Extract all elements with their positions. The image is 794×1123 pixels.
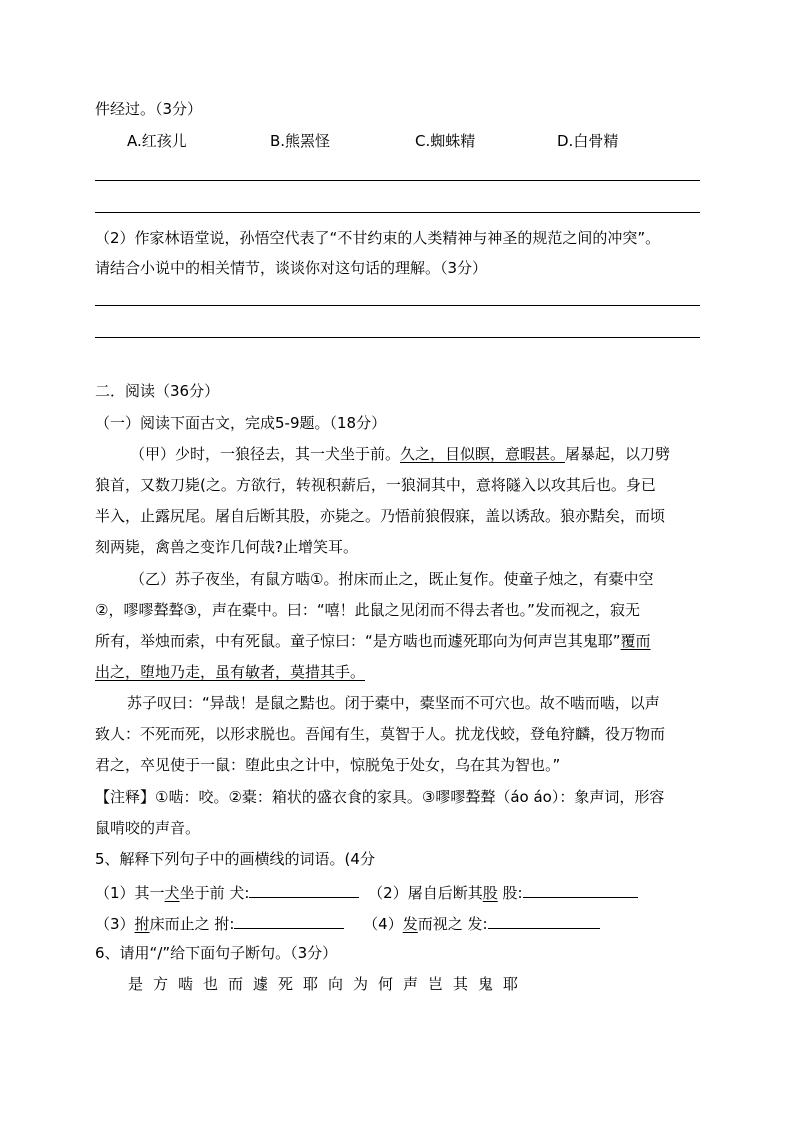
underlined-phrase: 久之，目似瞑，意暇甚。: [400, 445, 566, 463]
answer-line[interactable]: [95, 212, 700, 213]
passage-jia-line-4: 刻两毙，禽兽之变诈几何哉?止增笑耳。: [95, 538, 358, 556]
question-2-line-2: 请结合小说中的相关情节，谈谈你对这句话的理解。（3分）: [95, 259, 488, 277]
underlined-word: 拊: [134, 915, 150, 933]
passage-jia-line-2: 狼首，又数刀毙(之。方欲行，转视积薪后，一狼洞其中，意将隧入以攻其后也。身已: [95, 476, 656, 494]
question-5-row-1: （1）其一犬坐于前 犬: （2）屠自后断其股 股:: [95, 881, 700, 903]
option-a: A.红孩儿: [127, 132, 187, 150]
underlined-word: 犬: [164, 884, 180, 902]
option-d: D.白骨精: [557, 132, 619, 150]
passage-yi-line-4: [95, 662, 700, 682]
question-5-title: 5、解释下列句子中的画横线的词语。(4分: [95, 850, 375, 868]
notes-line-2: 鼠啃咬的声音。: [95, 819, 201, 837]
passage-jia-line-1: （甲）少时，一狼径去，其一犬坐于前。久之，目似瞑，意暇甚。屠暴起，以刀劈: [130, 445, 671, 463]
question-5-row-2: （3）拊床而止之 拊: （4）发而视之 发:: [95, 912, 700, 934]
question-2-line-1: （2）作家林语堂说，孙悟空代表了“不甘约束的人类精神与神圣的规范之间的冲突”。: [95, 229, 661, 247]
underlined-word: 股: [482, 884, 498, 902]
answer-blank-1[interactable]: [249, 881, 359, 898]
answer-blank-3[interactable]: [234, 912, 344, 929]
passage-jia-line-3: 半入，止露尻尾。屠自后断其股，亦毙之。乃悟前狼假寐，盖以诱敌。狼亦黠矣，而顷: [95, 507, 666, 525]
answer-line[interactable]: [95, 337, 700, 338]
underlined-phrase: 出之，堕地乃走，虽有敏者，莫措其手。: [95, 663, 366, 681]
answer-blank-4[interactable]: [488, 912, 600, 929]
passage-yi-line-3: 所有，举烛而索，中有死鼠。童子惊曰：“是方啮也而遽死耶向为何声岂其鬼耶”覆而: [95, 632, 651, 650]
notes-line-1: 【注释】①啮：咬。②橐：箱状的盛衣食的家具。③嘐嘐聱聱（áo áo）：象声词，形容: [95, 788, 665, 806]
answer-line[interactable]: [95, 305, 700, 306]
sentence-to-punctuate[interactable]: 是方啮也而遽死耶向为何声岂其鬼耶: [128, 975, 529, 993]
answer-blank-2[interactable]: [523, 881, 638, 898]
underlined-word: 发: [402, 915, 418, 933]
answer-line[interactable]: [95, 180, 700, 181]
section-title: 二．阅读（36分）: [95, 382, 220, 400]
option-c: C.蜘蛛精: [415, 132, 476, 150]
passage-su-line-1: 苏子叹曰：“异哉！是鼠之黠也。闭于橐中，橐坚而不可穴也。故不啮而啮，以声: [127, 694, 660, 712]
passage-su-line-3: 君之，卒见使于一鼠：堕此虫之计中，惊脱兔于处女，乌在其为智也。”: [95, 756, 561, 774]
question-6-title: 6、请用“/”给下面句子断句。（3分）: [95, 944, 338, 962]
passage-su-line-2: 致人：不死而死，以形求脱也。吾闻有生，莫智于人。扰龙伐蛟，登龟狩麟，役万物而: [95, 725, 666, 743]
question-continuation: 件经过。（3分）: [95, 100, 203, 118]
underlined-phrase: 覆而: [620, 632, 651, 650]
passage-yi-line-2: ②，嘐嘐聱聱③，声在橐中。曰：“嘻！此鼠之见闭而不得去者也。”发而视之，寂无: [95, 601, 640, 619]
section-subtitle: （一）阅读下面古文，完成5-9题。（18分）: [95, 414, 387, 432]
passage-yi-line-1: （乙）苏子夜坐，有鼠方啮①。拊床而止之，既止复作。使童子烛之，有橐中空: [130, 570, 654, 588]
option-b: B.熊罴怪: [270, 132, 331, 150]
